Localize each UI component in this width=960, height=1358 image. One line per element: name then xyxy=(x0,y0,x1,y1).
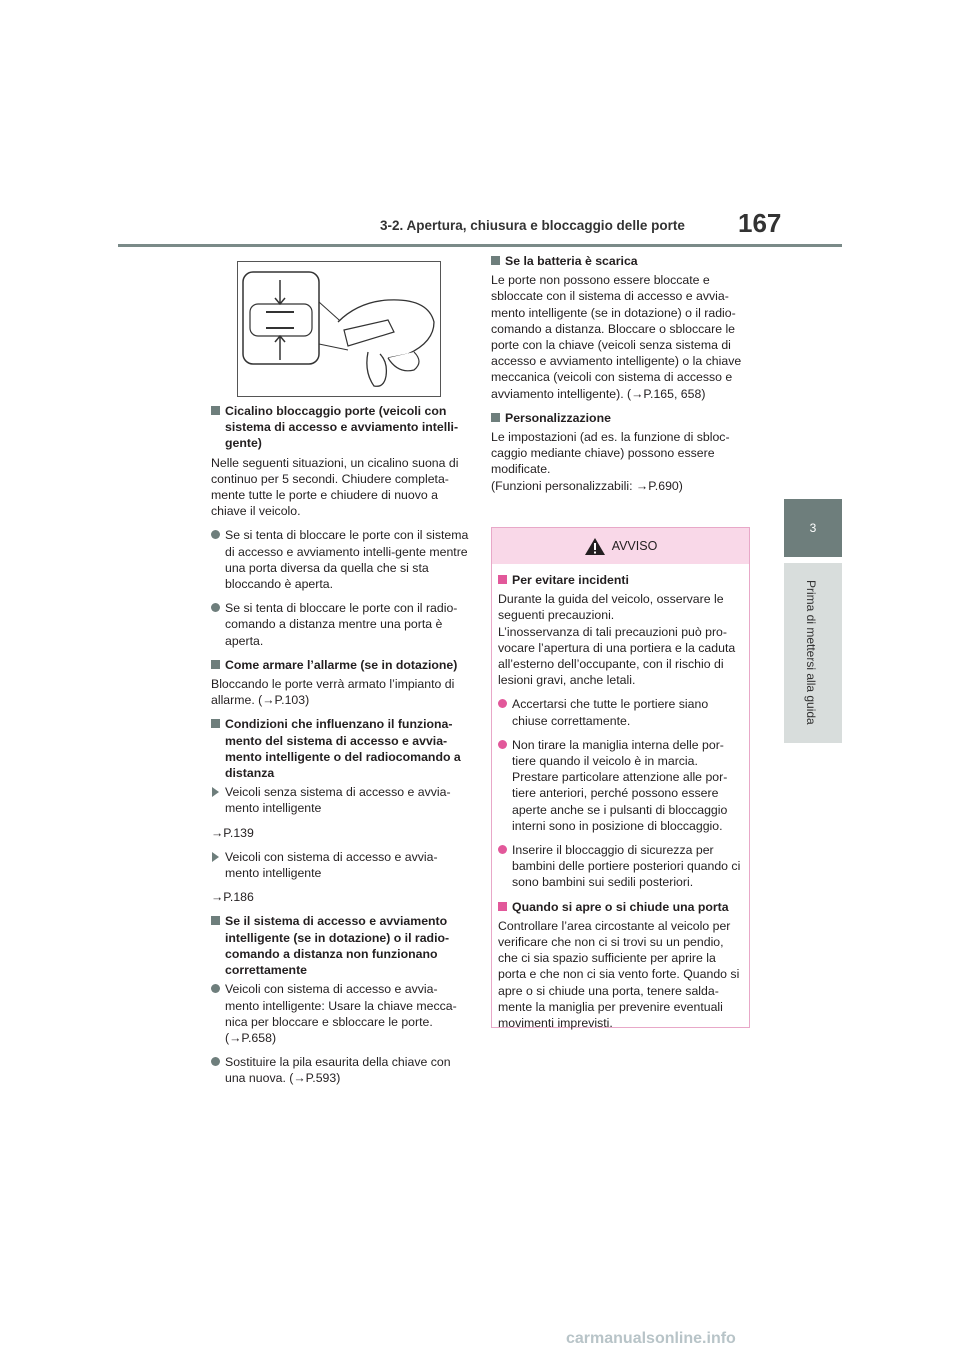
section-heading: Come armare l’allarme (se in dotazione) xyxy=(211,657,471,673)
header-rule xyxy=(118,244,842,247)
warning-heading: Per evitare incidenti xyxy=(498,572,743,588)
bullet-item: Non tirare la maniglia interna delle por-tiere quando il veicolo è in marcia. Prestare particolare attenzione alle por-tiere anteriori, perché possono essere aperte anche se i pulsanti di bloccaggio interni sono in posizione di bloccaggio. xyxy=(498,737,743,834)
paragraph[interactable]: (Funzioni personalizzabili: →P.690) xyxy=(491,478,683,493)
section-heading: Personalizzazione xyxy=(491,410,753,426)
section-heading: Se la batteria è scarica xyxy=(491,253,753,269)
page-reference-link[interactable]: →P.139 xyxy=(211,825,254,840)
warning-body xyxy=(492,564,749,1031)
warning-box xyxy=(491,527,750,1031)
bullet-item: Accertarsi che tutte le portiere siano chiuse correttamente. xyxy=(498,696,743,728)
section-heading: Se il sistema di accesso e avviamento intelligente (se in dotazione) o il radio-comando a distanza non funzionano correttamente xyxy=(211,913,471,978)
paragraph[interactable]: Le porte non possono essere bloccate e sbloccate con il sistema di accesso e avvia-mento intelligente (se in dotazione) o il radio-comando a distanza. Bloccare o sbloccare le porte con la chiave (veicoli senza sistema di accesso e avviamento intelligente) o la chiave meccanica (veicoli con sistema di accesso e avviamento intelligente). (→P.165, 658) xyxy=(491,273,742,401)
paragraph: L’inosservanza di tali precauzioni può pro-vocare l’apertura di una portiera e la caduta all’esterno dell’occupante, con il rischio di lesioni gravi, anche letali. xyxy=(498,624,736,688)
paragraph: Le impostazioni (ad es. la funzione di sbloc-caggio mediante chiave) possono essere modificate. xyxy=(491,430,730,477)
arrow-item: Veicoli con sistema di accesso e avvia-mento intelligente xyxy=(211,849,471,881)
chapter-number: 3 xyxy=(809,521,817,535)
paragraph[interactable]: Bloccando le porte verrà armato l’impianto di allarme. (→P.103) xyxy=(211,677,455,708)
section-title: 3-2. Apertura, chiusura e bloccaggio delle porte xyxy=(380,218,685,233)
bullet-item: Se si tenta di bloccare le porte con il radio-comando a distanza mentre una porta è aperta. xyxy=(211,600,471,649)
chapter-label: Prima di mettersi alla guida xyxy=(804,580,818,725)
paragraph: Nelle seguenti situazioni, un cicalino suona di continuo per 5 secondi. Chiudere completa-mente tutte le porte e chiudere di nuovo a chiave il veicolo. xyxy=(211,455,459,519)
paragraph: Controllare l’area circostante al veicolo per verificare che non ci si trovi su un pendio, che ci sia spazio sufficiente per aprire la porta e che non ci sia vento forte. Quando si apre o si chiude una porta, tenere salda-mente la maniglia per prevenire eventuali movimenti imprevisti. xyxy=(498,918,740,1031)
paragraph: Durante la guida del veicolo, osservare le seguenti precauzioni. xyxy=(498,592,724,623)
key-fob-figure xyxy=(237,261,441,397)
warning-triangle-icon xyxy=(584,537,606,556)
right-column xyxy=(491,253,753,502)
key-fob-button-illustration-icon xyxy=(238,262,440,396)
warning-title: AVVISO xyxy=(611,539,658,553)
bullet-item[interactable]: Sostituire la pila esaurita della chiave con una nuova. (→P.593) xyxy=(211,1054,471,1086)
section-heading: Cicalino bloccaggio porte (veicoli con sistema di accesso e avviamento intelli-gente) xyxy=(211,403,471,452)
left-column xyxy=(211,403,471,1095)
bullet-item: Inserire il bloccaggio di sicurezza per bambini delle portiere posteriori quando ci sono bambini sui sedili posteriori. xyxy=(498,842,743,891)
arrow-item: Veicoli senza sistema di accesso e avvia-mento intelligente xyxy=(211,784,471,816)
watermark[interactable]: carmanualsonline.info xyxy=(566,1330,736,1347)
bullet-item[interactable]: Veicoli con sistema di accesso e avvia-mento intelligente: Usare la chiave mecca-nica per bloccare e sbloccare le porte. (→P.658) xyxy=(211,981,471,1046)
bullet-item: Se si tenta di bloccare le porte con il sistema di accesso e avviamento intelli-gente mentre una porta diversa da quella che si sta bloccando è aperta. xyxy=(211,527,471,592)
warning-header xyxy=(492,528,749,564)
page-number: 167 xyxy=(738,208,782,238)
page-reference-link[interactable]: →P.186 xyxy=(211,890,254,905)
warning-heading: Quando si apre o si chiude una porta xyxy=(498,899,743,915)
section-heading: Condizioni che influenzano il funziona-mento del sistema di accesso e avvia-mento intelligente o del radiocomando a distanza xyxy=(211,716,471,781)
